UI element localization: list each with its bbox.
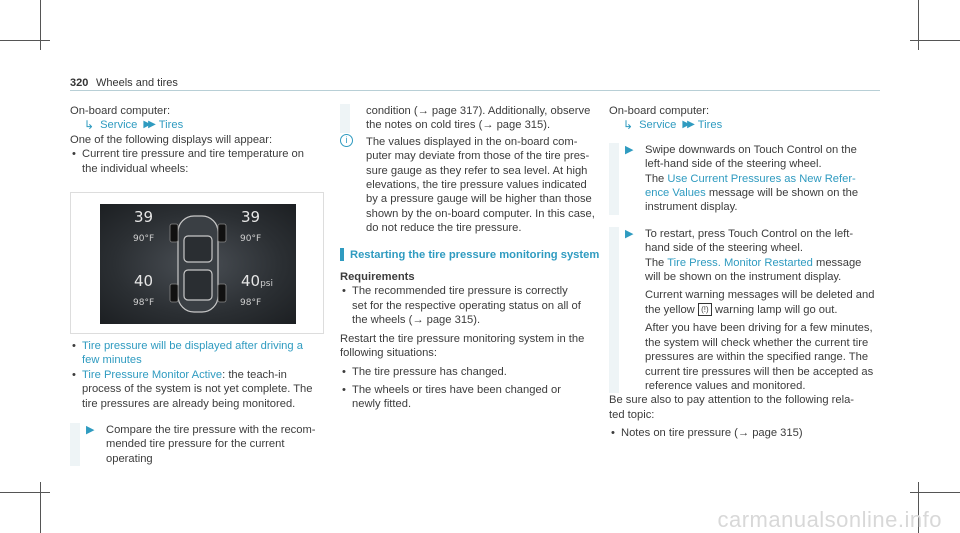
heading-bar xyxy=(340,248,344,261)
crop-mark xyxy=(40,0,41,50)
step-text: the notes on cold tires (→ page 315). xyxy=(366,119,551,132)
double-chevron-icon: ▶▶ xyxy=(143,119,153,131)
step-continuation xyxy=(340,104,602,133)
note-block xyxy=(340,135,602,236)
note-text: sure gauge as they refer to sea level. At high xyxy=(366,164,588,177)
column-1 xyxy=(70,104,330,176)
step-text: warning lamp will go out. xyxy=(714,303,838,316)
bullet-text: process of the system is not yet complete. The xyxy=(82,383,313,396)
step-text: condition (→ page 317). Additionally, observe xyxy=(366,105,591,117)
note-text: The values displayed in the on-board com- xyxy=(366,135,578,148)
crop-mark xyxy=(40,482,41,533)
bullet-text: • The wheels or tires have been changed or xyxy=(352,383,561,396)
menu-service[interactable]: Service xyxy=(639,119,677,132)
instruction-step xyxy=(70,423,330,466)
menu-path xyxy=(609,118,881,132)
rear-left-pressure: 40 xyxy=(134,272,154,290)
step-text: current tire pressures will then be accepted as xyxy=(645,365,874,378)
note-text: puter may deviate from those of the tire pres- xyxy=(366,150,590,163)
front-right-temp: 90°F xyxy=(240,234,262,244)
note-text: elevations, the tire pressure values indicated xyxy=(366,179,587,192)
section-heading xyxy=(340,248,602,262)
instruction-step xyxy=(609,227,881,393)
bullet-text: the wheels (→ page 315). xyxy=(352,314,481,327)
step-text: left-hand side of the steering wheel. xyxy=(645,158,822,171)
bullet-text: tire pressures are already being monitored. xyxy=(82,397,296,410)
tire-pressure-display-image xyxy=(70,192,324,334)
step-arrow-icon: ▶ xyxy=(86,424,95,437)
menu-path xyxy=(70,118,330,132)
step-text: The xyxy=(645,172,665,185)
double-chevron-icon: ▶▶ xyxy=(682,119,692,131)
list-item xyxy=(70,368,330,411)
displays-text: One of the following displays will appear: xyxy=(70,133,273,146)
intro-text: On-board computer: xyxy=(609,105,710,117)
step-arrow-icon: ▶ xyxy=(625,227,634,240)
note-text: do not reduce the tire pressure. xyxy=(366,222,522,235)
paragraph-text: following situations: xyxy=(340,347,438,360)
step-text: To restart, press Touch Control on the left- xyxy=(645,227,854,240)
list-item xyxy=(340,365,602,379)
rear-right-pressure xyxy=(241,274,273,291)
list-item xyxy=(70,147,330,176)
front-left-temp: 90°F xyxy=(133,234,155,244)
front-right-pressure: 39 xyxy=(241,208,261,226)
paragraph-text: ted topic: xyxy=(609,408,655,421)
bullet-text: : the teach-in xyxy=(222,368,287,381)
column-2 xyxy=(340,104,602,412)
section-heading-text: Restarting the tire pressure monitoring system xyxy=(350,248,600,261)
step-text: instrument display. xyxy=(645,201,738,214)
menu-tires[interactable]: Tires xyxy=(158,119,184,132)
bullet-text: newly fitted. xyxy=(352,398,412,411)
step-text: the system will check whether the current tire xyxy=(645,336,869,349)
step-text: After you have been driving for a few minutes, xyxy=(645,322,873,335)
menu-service[interactable]: Service xyxy=(100,119,138,132)
bullet-text: • The tire pressure has changed. xyxy=(352,365,507,378)
requirements-heading: Requirements xyxy=(340,271,415,284)
column-1-lower xyxy=(70,339,330,466)
list-item xyxy=(340,284,602,327)
step-text: hand side of the steering wheel. xyxy=(645,242,803,255)
pressure-unit: psi xyxy=(260,279,273,289)
rear-right-pressure-value: 40 xyxy=(241,272,261,290)
instruction-step xyxy=(609,143,881,215)
crop-mark xyxy=(918,0,919,50)
info-icon: i xyxy=(340,134,353,147)
display-message-link: few minutes xyxy=(82,354,142,367)
list-item xyxy=(340,383,602,412)
intro-text: On-board computer: xyxy=(70,105,171,117)
step-text: pressures are within the specified range. The xyxy=(645,351,869,364)
return-arrow-icon: ↳ xyxy=(84,118,95,133)
crop-mark xyxy=(0,492,50,493)
list-item xyxy=(70,339,330,368)
cross-reference-link[interactable]: • Notes on tire pressure (→ page 315) xyxy=(621,427,803,440)
instrument-display xyxy=(100,204,296,324)
paragraph-text: Restart the tire pressure monitoring system in the xyxy=(340,332,585,345)
watermark: carmanualsonline.info xyxy=(717,506,942,532)
display-message-link: ence Values xyxy=(645,187,706,200)
step-text: The xyxy=(645,256,665,269)
step-text: will be shown on the instrument display. xyxy=(645,271,842,284)
bullet-text: • Current tire pressure and tire temperature on xyxy=(82,148,304,161)
crop-mark xyxy=(0,40,50,41)
step-text: Compare the tire pressure with the recom- xyxy=(106,424,316,437)
column-3 xyxy=(609,104,881,441)
step-arrow-icon: ▶ xyxy=(625,143,634,156)
attention-text xyxy=(609,393,881,422)
front-left-pressure: 39 xyxy=(134,208,154,226)
step-text: Swipe downwards on Touch Control on the xyxy=(645,143,857,156)
step-text: message will be shown on the xyxy=(708,187,859,200)
display-message-link: Tire Pressure Monitor Active xyxy=(82,368,223,381)
menu-tires[interactable]: Tires xyxy=(697,119,723,132)
restart-text xyxy=(340,332,602,361)
bullet-text: • The recommended tire pressure is correctly xyxy=(352,285,568,298)
display-message-link: • Tire pressure will be displayed after driving a xyxy=(82,340,303,352)
list-item xyxy=(609,426,881,440)
car-outline-icon xyxy=(100,204,296,324)
step-text: Current warning messages will be deleted and xyxy=(645,289,875,302)
header-rule xyxy=(70,90,880,91)
note-text: by a pressure gauge will be higher than those xyxy=(366,193,592,206)
display-message-link: Use Current Pressures as New Refer- xyxy=(667,172,856,185)
tire-warning-lamp-icon: (!) xyxy=(698,303,712,316)
bullet-text: set for the respective operating status on all of xyxy=(352,299,581,312)
display-message-link: Tire Press. Monitor Restarted xyxy=(667,256,813,269)
paragraph-text: Be sure also to pay attention to the following rela- xyxy=(609,394,855,407)
return-arrow-icon: ↳ xyxy=(623,118,634,133)
rear-left-temp: 98°F xyxy=(133,298,155,308)
page-number: 320 xyxy=(70,77,89,89)
bullet-text: the individual wheels: xyxy=(82,162,189,175)
step-text: reference values and monitored. xyxy=(645,379,806,392)
page-title: Wheels and tires xyxy=(96,77,178,89)
rear-right-temp: 98°F xyxy=(240,298,262,308)
note-text: shown by the on-board computer. In this case, xyxy=(366,207,595,220)
step-text: the yellow xyxy=(645,303,695,316)
step-text: mended tire pressure for the current operating xyxy=(106,438,285,465)
step-text: message xyxy=(816,256,862,269)
